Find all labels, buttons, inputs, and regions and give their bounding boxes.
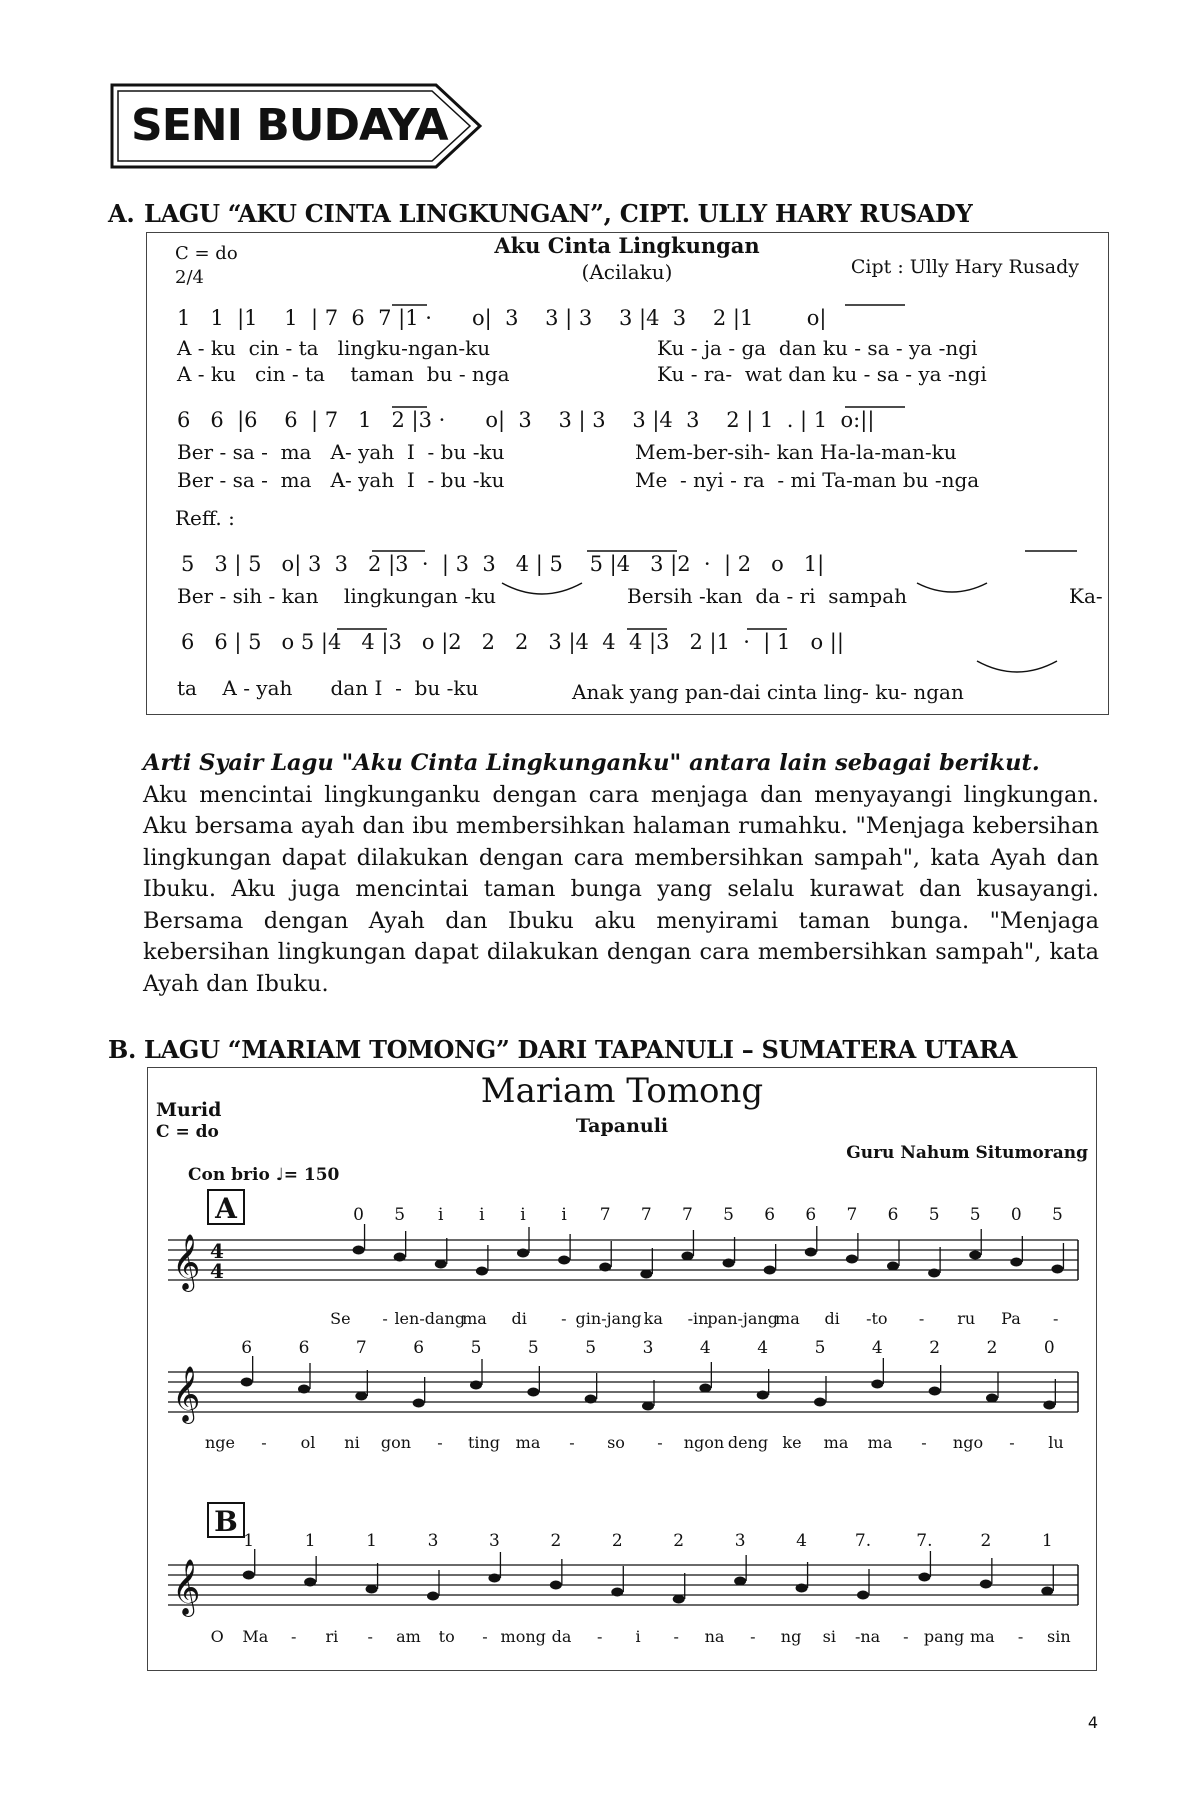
lyric-syllable: to — [438, 1627, 455, 1646]
note-number: 6 — [805, 1205, 817, 1225]
lyric-syllable: am — [396, 1627, 421, 1646]
note-number: 0 — [1043, 1338, 1055, 1358]
score-a-row4-lyric-a: ta A - yah dan I - bu -ku — [177, 676, 479, 700]
lyric-syllable: gon — [380, 1433, 412, 1452]
note-head — [243, 1571, 255, 1580]
arti-syair — [143, 748, 1099, 1000]
arti-title: Arti Syair Lagu "Aku Cinta Lingkunganku" antara lain sebagai berikut. — [143, 750, 1040, 776]
lyric-syllable: ka — [643, 1309, 663, 1328]
lyric-syllable: O — [210, 1627, 224, 1646]
note-head — [871, 1380, 883, 1389]
lyric-syllable: ni — [344, 1433, 360, 1452]
lyric-syllable: pang — [923, 1627, 965, 1646]
note-number: 1 — [243, 1531, 255, 1551]
note-head — [734, 1577, 746, 1586]
note-head — [413, 1399, 425, 1408]
note-number: 2 — [986, 1338, 998, 1358]
note-number: 7 — [599, 1205, 611, 1225]
note-number: 4 — [796, 1531, 807, 1551]
score-a-composer: Cipt : Ully Hary Rusady — [850, 256, 1079, 278]
score-b-region: Tapanuli — [575, 1115, 669, 1137]
time-signature-top: 4 — [210, 1239, 224, 1263]
lyric-syllable: - — [569, 1433, 575, 1452]
note-head — [435, 1260, 447, 1269]
lyric-syllable: ting — [467, 1433, 501, 1452]
section-b-letter: B. — [108, 1035, 137, 1064]
score-a-title: Aku Cinta Lingkungan — [494, 233, 760, 258]
note-number: 5 — [527, 1338, 539, 1358]
lyric-syllable: ma — [867, 1433, 893, 1452]
time-signature-bottom: 4 — [210, 1259, 224, 1283]
note-head — [517, 1249, 529, 1258]
note-head — [1010, 1258, 1022, 1267]
lyric-syllable: - — [597, 1627, 603, 1646]
lyric-syllable: ke — [782, 1433, 802, 1452]
note-head — [550, 1581, 562, 1590]
note-number: i — [561, 1205, 567, 1225]
note-number: 2 — [673, 1531, 685, 1551]
lyric-syllable: - — [290, 1627, 297, 1646]
note-head — [585, 1395, 597, 1404]
lyric-syllable: -to — [866, 1309, 888, 1328]
note-number: 3 — [642, 1338, 654, 1358]
note-number: 3 — [734, 1531, 746, 1551]
note-head — [599, 1263, 611, 1272]
note-number: 6 — [298, 1338, 310, 1358]
note-number: 2 — [929, 1338, 941, 1358]
lyric-syllable: ma — [775, 1309, 800, 1328]
note-head — [814, 1398, 826, 1407]
note-number: 6 — [887, 1205, 899, 1225]
note-head — [558, 1256, 570, 1265]
lyric-syllable: ru — [957, 1309, 976, 1328]
score-a-row2-lyric1a: Ber - sa - ma A- yah I - bu -ku — [177, 440, 505, 464]
lyric-syllable: lu — [1048, 1433, 1064, 1452]
note-head — [476, 1267, 488, 1276]
note-head — [1043, 1401, 1055, 1410]
score-a-key: C = do — [175, 243, 238, 264]
lyric-syllable: - — [657, 1433, 663, 1452]
note-number: 5 — [969, 1205, 981, 1225]
note-head — [427, 1592, 439, 1601]
lyric-syllable: - — [673, 1627, 679, 1646]
section-b-heading — [108, 1035, 1017, 1064]
note-number: 5 — [394, 1205, 406, 1225]
lyric-syllable: di — [824, 1309, 840, 1328]
note-number: 2 — [611, 1531, 623, 1551]
lyric-syllable: - — [561, 1309, 567, 1328]
note-head — [887, 1262, 899, 1271]
note-number: 6 — [241, 1338, 253, 1358]
note-head — [796, 1584, 808, 1593]
lyric-syllable: ri — [325, 1627, 339, 1646]
score-a-row1-lyric2a: A - ku cin - ta taman bu - nga — [177, 362, 510, 386]
note-number: 6 — [413, 1338, 425, 1358]
lyric-syllable: Pa — [1001, 1309, 1021, 1328]
score-aku-cinta-lingkungan — [146, 232, 1109, 715]
score-a-row3-lyric-b: Bersih -kan da - ri sampah — [627, 584, 908, 608]
lyric-syllable: -in — [687, 1309, 709, 1328]
lyric-syllable: - — [1052, 1309, 1059, 1328]
note-head — [723, 1259, 735, 1268]
score-a-row2-notes: 6 6 |6 6 | 7 1 2 |3 · o| 3 3 | 3 3 |4 3 2 | 1 . | 1 o:|| — [177, 408, 875, 432]
note-number: 2 — [980, 1531, 992, 1551]
lyric-syllable: - — [918, 1309, 925, 1328]
lyric-syllable: i — [635, 1627, 641, 1646]
note-number: i — [479, 1205, 485, 1225]
note-head — [1051, 1265, 1063, 1274]
note-head — [488, 1574, 500, 1583]
lyric-syllable: - — [750, 1627, 756, 1646]
note-number: 5 — [723, 1205, 734, 1225]
note-number: 4 — [757, 1338, 769, 1358]
note-head — [470, 1381, 482, 1390]
note-head — [1041, 1587, 1053, 1596]
lyric-syllable: nge — [204, 1433, 236, 1452]
treble-clef-icon: 𝄞 — [172, 1559, 201, 1615]
lyric-syllable: - — [382, 1309, 388, 1328]
note-head — [527, 1388, 539, 1397]
score-a-meter: 2/4 — [175, 267, 204, 288]
lyric-syllable: di — [511, 1309, 527, 1328]
score-a-row3-lyric-c: Ka- — [1069, 584, 1103, 608]
score-a-row1-lyric1a: A - ku cin - ta lingku-ngan-ku — [177, 336, 491, 360]
score-b-key: C = do — [156, 1122, 219, 1142]
note-head — [642, 1402, 654, 1411]
page-number: 4 — [1087, 1713, 1098, 1732]
lyric-syllable: deng — [727, 1433, 769, 1452]
lyric-syllable: ma — [969, 1627, 995, 1646]
note-head — [394, 1253, 406, 1262]
note-head — [681, 1252, 693, 1261]
note-head — [304, 1578, 316, 1587]
note-head — [846, 1255, 858, 1264]
score-a-row2-lyric2a: Ber - sa - ma A- yah I - bu -ku — [177, 468, 505, 492]
lyric-syllable: - — [482, 1627, 488, 1646]
note-number: 7. — [854, 1531, 872, 1551]
note-number: 3 — [427, 1531, 439, 1551]
arti-body: Aku mencintai lingkunganku dengan cara menjaga dan menyayangi lingkungan. Aku bersama ayah dan ibu membersihkan halaman rumahku. "Menjaga kebersihan lingkungan dapat dilakukan dengan cara membersihkan sampah", kata Ayah dan Ibuku. Aku juga mencintai taman bunga yang selalu kurawat dan kusayangi. Bersama dengan Ayah dan Ibuku aku menyirami taman bunga. "Menjaga kebersihan lingkungan dapat dilakukan dengan cara membersihkan sampah", kata Ayah dan Ibuku. — [143, 781, 1099, 997]
note-number: 5 — [585, 1338, 597, 1358]
lyric-syllable: pan-jang — [707, 1309, 778, 1328]
note-number: i — [520, 1205, 526, 1225]
score-b-title: Mariam Tomong — [480, 1071, 764, 1111]
note-number: 5 — [928, 1205, 940, 1225]
note-head — [969, 1251, 981, 1260]
note-number: 7. — [916, 1531, 933, 1551]
note-number: 1 — [366, 1531, 377, 1551]
note-number: 0 — [353, 1205, 364, 1225]
lyric-syllable: - — [261, 1433, 267, 1452]
note-number: i — [438, 1205, 444, 1225]
note-number: 5 — [470, 1338, 482, 1358]
score-b-tempo: Con brio ♩= 150 — [188, 1165, 340, 1185]
lyric-syllable: sin — [1047, 1627, 1071, 1646]
score-a-row3-notes: 5 3 | 5 o| 3 3 2 |3 · | 3 3 4 | 5 5 |4 3 |2 · | 2 o 1| — [181, 552, 825, 576]
note-number: 5 — [1052, 1205, 1063, 1225]
score-b-composer: Guru Nahum Situmorang — [846, 1143, 1088, 1163]
header-title: SENI BUDAYA — [131, 100, 448, 151]
score-a-row1-lyric1b: Ku - ja - ga dan ku - sa - ya -ngi — [657, 336, 978, 360]
note-head — [764, 1266, 776, 1275]
score-a-row1-lyric2b: Ku - ra- wat dan ku - sa - ya -ngi — [657, 362, 987, 386]
note-number: 4 — [699, 1338, 711, 1358]
lyric-syllable: - — [1009, 1433, 1015, 1452]
note-number: 5 — [814, 1338, 826, 1358]
lyric-syllable: ol — [300, 1433, 316, 1452]
note-head — [241, 1378, 253, 1387]
note-head — [353, 1246, 365, 1255]
lyric-syllable: - — [367, 1627, 373, 1646]
note-head — [929, 1387, 941, 1396]
score-b-voice: Murid — [156, 1099, 222, 1121]
note-number: 6 — [764, 1205, 776, 1225]
score-a-row2-lyric2b: Me - nyi - ra - mi Ta-man bu -nga — [635, 468, 980, 492]
lyric-syllable: ma — [462, 1309, 487, 1328]
section-b-title: LAGU “MARIAM TOMONG” DARI TAPANULI – SUMATERA UTARA — [144, 1035, 1018, 1064]
note-head — [918, 1573, 930, 1582]
lyric-syllable: - — [903, 1627, 909, 1646]
section-a-letter: A. — [108, 199, 135, 228]
section-a-heading — [108, 199, 972, 228]
note-head — [355, 1392, 367, 1401]
lyric-syllable: - — [921, 1433, 927, 1452]
score-a-subtitle: (Acilaku) — [581, 260, 673, 284]
note-head — [673, 1595, 685, 1604]
lyric-syllable: ma — [823, 1433, 849, 1452]
score-a-row4-notes: 6 6 | 5 o 5 |4 4 |3 o |2 2 2 3 |4 4 4 |3 2 |1 · | 1 o || — [181, 630, 844, 654]
note-head — [699, 1384, 711, 1393]
lyric-syllable: so — [607, 1433, 625, 1452]
lyric-syllable: gin-jang — [575, 1309, 642, 1328]
lyric-syllable: -na — [854, 1627, 881, 1646]
lyric-syllable: len-dang — [394, 1309, 466, 1328]
note-head — [366, 1585, 378, 1594]
treble-clef-icon: 𝄞 — [172, 1366, 201, 1422]
score-a-row3-lyric-a: Ber - sih - kan lingkungan -ku — [177, 584, 497, 608]
note-number: 1 — [1041, 1531, 1053, 1551]
lyric-syllable: ng — [780, 1627, 802, 1646]
note-head — [805, 1248, 817, 1257]
note-number: 7 — [682, 1205, 693, 1225]
score-a-row1-notes: 1 1 |1 1 | 7 6 7 |1 · o| 3 3 | 3 3 |4 3 2 |1 o| — [177, 306, 827, 330]
score-b-label-a: A — [215, 1192, 237, 1225]
note-head — [986, 1394, 998, 1403]
note-head — [980, 1580, 992, 1589]
score-b-label-b: B — [214, 1505, 238, 1538]
note-head — [757, 1391, 769, 1400]
note-number: 3 — [489, 1531, 500, 1551]
lyric-syllable: - — [1017, 1627, 1024, 1646]
score-a-row4-lyric-b: Anak yang pan-dai cinta ling- ku- ngan — [572, 680, 964, 704]
note-head — [298, 1385, 310, 1394]
treble-clef-icon: 𝄞 — [172, 1234, 201, 1290]
lyric-syllable: ngon — [683, 1433, 725, 1452]
note-number: 7 — [640, 1205, 652, 1225]
note-number: 1 — [304, 1531, 316, 1551]
lyric-syllable: Ma — [242, 1627, 269, 1646]
note-number: 7 — [846, 1205, 858, 1225]
note-number: 0 — [1010, 1205, 1022, 1225]
lyric-syllable: na — [704, 1627, 725, 1646]
note-head — [928, 1269, 940, 1278]
lyric-syllable: mong — [500, 1627, 546, 1646]
lyric-syllable: - — [437, 1433, 443, 1452]
score-a-row2-lyric1b: Mem-ber-sih- kan Ha-la-man-ku — [635, 440, 957, 464]
lyric-syllable: si — [822, 1627, 836, 1646]
score-a-reff: Reff. : — [175, 506, 235, 530]
note-number: 4 — [871, 1338, 883, 1358]
section-a-title: LAGU “AKU CINTA LINGKUNGAN”, CIPT. ULLY HARY RUSADY — [144, 199, 973, 228]
note-number: 7 — [355, 1338, 367, 1358]
lyric-syllable: ngo — [952, 1433, 984, 1452]
lyric-syllable: ma — [515, 1433, 541, 1452]
lyric-syllable: da — [551, 1627, 572, 1646]
note-head — [611, 1588, 623, 1597]
score-mariam-tomong — [147, 1067, 1097, 1671]
note-head — [640, 1270, 652, 1279]
note-head — [857, 1591, 869, 1600]
lyric-syllable: Se — [330, 1309, 351, 1328]
note-number: 2 — [550, 1531, 562, 1551]
